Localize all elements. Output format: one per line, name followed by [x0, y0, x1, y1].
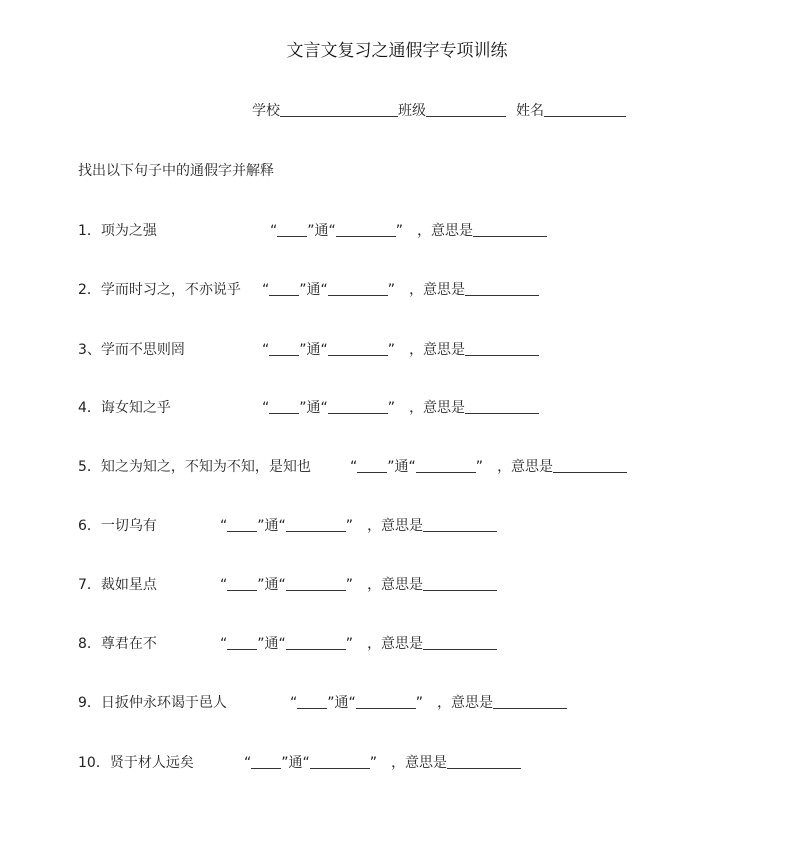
tong-label: 通 — [394, 459, 409, 475]
school-label: 学校 — [252, 103, 280, 119]
open-quote: “ — [348, 695, 356, 711]
tong-blank[interactable] — [286, 635, 346, 650]
close-quote: ” — [369, 755, 378, 771]
tong-blank[interactable] — [416, 458, 476, 473]
close-quote: ” — [257, 518, 265, 534]
question-sentence: 日扳仲永环谒于邑人 — [100, 695, 227, 711]
question-number: 6． — [78, 518, 101, 534]
char-blank[interactable] — [227, 517, 257, 532]
char-blank[interactable] — [357, 458, 387, 473]
open-quote: “ — [262, 342, 270, 358]
question-sentence: 一切乌有 — [100, 518, 157, 534]
question-number: 10． — [78, 755, 110, 771]
tong-label: 通 — [264, 636, 279, 652]
close-quote: ” — [387, 282, 396, 298]
tong-label: 通 — [288, 755, 303, 771]
close-quote: ” — [395, 223, 404, 239]
open-quote: “ — [220, 636, 228, 652]
tong-blank[interactable] — [356, 694, 416, 709]
question-number: 7． — [78, 577, 101, 593]
tong-label: 通 — [306, 282, 321, 298]
tong-blank[interactable] — [328, 341, 388, 356]
meaning-blank[interactable] — [423, 576, 497, 591]
close-quote: ” — [387, 400, 396, 416]
school-blank[interactable] — [280, 102, 398, 117]
question-item — [78, 279, 466, 301]
question-item — [78, 339, 466, 361]
char-blank[interactable] — [227, 576, 257, 591]
student-info-row — [252, 100, 626, 120]
close-quote: ” — [345, 518, 354, 534]
open-quote: “ — [220, 577, 228, 593]
close-quote: ” — [327, 695, 335, 711]
meaning-blank[interactable] — [465, 341, 539, 356]
question-number: 1． — [78, 223, 101, 239]
page-title: 文言文复习之通假字专项训练 — [286, 41, 508, 61]
close-quote: ” — [299, 282, 307, 298]
open-quote: “ — [270, 223, 278, 239]
tong-blank[interactable] — [286, 517, 346, 532]
char-blank[interactable] — [269, 341, 299, 356]
open-quote: “ — [278, 636, 286, 652]
meaning-blank[interactable] — [423, 635, 497, 650]
char-blank[interactable] — [269, 399, 299, 414]
meaning-label: ，意思是 — [391, 755, 448, 771]
char-blank[interactable] — [251, 754, 281, 769]
question-number: 5． — [78, 459, 101, 475]
meaning-blank[interactable] — [473, 222, 547, 237]
question-sentence: 诲女知之乎 — [100, 400, 171, 416]
open-quote: “ — [350, 459, 358, 475]
question-sentence: 裁如星点 — [100, 577, 157, 593]
answer-line — [262, 339, 539, 359]
meaning-blank[interactable] — [447, 754, 521, 769]
question-sentence: 项为之强 — [100, 223, 157, 239]
char-blank[interactable] — [297, 694, 327, 709]
open-quote: “ — [290, 695, 298, 711]
char-blank[interactable] — [269, 281, 299, 296]
close-quote: ” — [299, 400, 307, 416]
char-blank[interactable] — [227, 635, 257, 650]
close-quote: ” — [415, 695, 424, 711]
name-blank[interactable] — [544, 102, 626, 117]
question-item — [78, 220, 474, 242]
tong-label: 通 — [306, 342, 321, 358]
name-label: 姓名 — [516, 103, 544, 119]
question-number: 2． — [78, 282, 101, 298]
close-quote: ” — [281, 755, 289, 771]
answer-line — [244, 752, 521, 772]
meaning-blank[interactable] — [553, 458, 627, 473]
close-quote: ” — [387, 459, 395, 475]
meaning-label: ，意思是 — [367, 518, 424, 534]
question-number: 9． — [78, 695, 101, 711]
answer-line — [290, 692, 567, 712]
question-sentence: 学而不思则罔 — [100, 342, 185, 358]
close-quote: ” — [257, 636, 265, 652]
meaning-label: ，意思是 — [409, 282, 466, 298]
open-quote: “ — [302, 755, 310, 771]
open-quote: “ — [320, 400, 328, 416]
close-quote: ” — [257, 577, 265, 593]
answer-line — [220, 633, 497, 653]
open-quote: “ — [220, 518, 228, 534]
question-sentence: 贤于材人远矣 — [109, 755, 194, 771]
question-item — [78, 515, 424, 537]
question-item — [78, 574, 424, 596]
question-sentence: 尊君在不 — [100, 636, 157, 652]
open-quote: “ — [278, 518, 286, 534]
open-quote: “ — [262, 282, 270, 298]
question-number: 4． — [78, 400, 101, 416]
class-label: 班级 — [398, 103, 426, 119]
question-number: 3、 — [78, 342, 101, 358]
open-quote: “ — [278, 577, 286, 593]
close-quote: ” — [387, 342, 396, 358]
tong-blank[interactable] — [336, 222, 396, 237]
question-item — [78, 752, 448, 774]
question-item — [78, 397, 466, 419]
answer-line — [220, 574, 497, 594]
question-item — [78, 456, 554, 478]
tong-blank[interactable] — [328, 281, 388, 296]
answer-line — [262, 279, 539, 299]
tong-label: 通 — [264, 577, 279, 593]
meaning-blank[interactable] — [465, 281, 539, 296]
tong-blank[interactable] — [328, 399, 388, 414]
open-quote: “ — [328, 223, 336, 239]
answer-line — [270, 220, 547, 240]
close-quote: ” — [345, 636, 354, 652]
char-blank[interactable] — [277, 222, 307, 237]
instruction: 找出以下句子中的通假字并解释 — [78, 163, 274, 179]
open-quote: “ — [408, 459, 416, 475]
meaning-label: ，意思是 — [409, 400, 466, 416]
meaning-label: ，意思是 — [367, 577, 424, 593]
tong-blank[interactable] — [286, 576, 346, 591]
question-item — [78, 633, 424, 655]
meaning-blank[interactable] — [493, 694, 567, 709]
meaning-label: ，意思是 — [417, 223, 474, 239]
answer-line — [262, 397, 539, 417]
meaning-label: ，意思是 — [367, 636, 424, 652]
tong-blank[interactable] — [310, 754, 370, 769]
class-blank[interactable] — [426, 102, 506, 117]
tong-label: 通 — [314, 223, 329, 239]
question-sentence: 学而时习之，不亦说乎 — [100, 282, 241, 298]
meaning-blank[interactable] — [465, 399, 539, 414]
answer-line — [220, 515, 497, 535]
tong-label: 通 — [264, 518, 279, 534]
open-quote: “ — [262, 400, 270, 416]
meaning-blank[interactable] — [423, 517, 497, 532]
question-number: 8． — [78, 636, 101, 652]
open-quote: “ — [244, 755, 252, 771]
meaning-label: ，意思是 — [497, 459, 554, 475]
question-item — [78, 692, 494, 714]
answer-line — [350, 456, 627, 476]
open-quote: “ — [320, 282, 328, 298]
meaning-label: ，意思是 — [409, 342, 466, 358]
question-sentence: 知之为知之，不知为不知，是知也 — [100, 459, 311, 475]
meaning-label: ，意思是 — [437, 695, 494, 711]
close-quote: ” — [475, 459, 484, 475]
close-quote: ” — [345, 577, 354, 593]
close-quote: ” — [307, 223, 315, 239]
tong-label: 通 — [306, 400, 321, 416]
open-quote: “ — [320, 342, 328, 358]
close-quote: ” — [299, 342, 307, 358]
tong-label: 通 — [334, 695, 349, 711]
